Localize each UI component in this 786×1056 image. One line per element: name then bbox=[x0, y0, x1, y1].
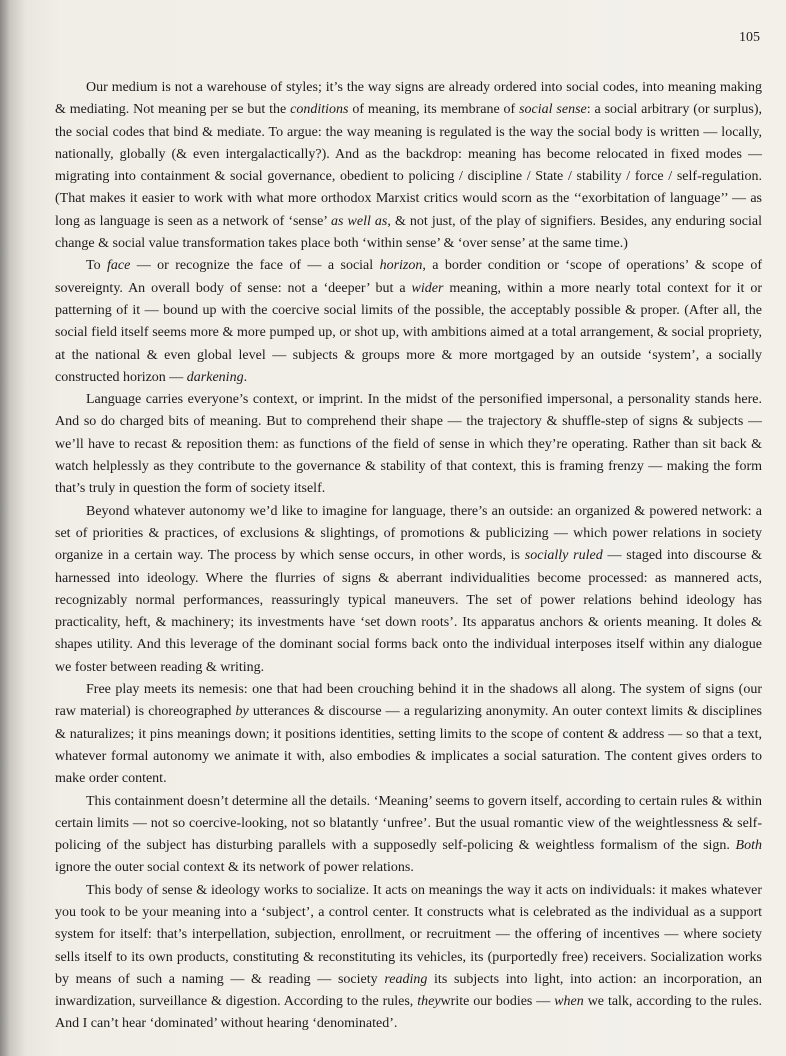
paragraph-7: This body of sense & ideology works to socialize. It acts on meanings the way it acts on individuals: it makes whatever you took to be your meaning into a ‘subject’, a control center. It constructs what is celebrated as the individual as a support system for itself: that’s interpellation, subjection, enrollment, or recruitment — the offering of incentives — where society sells itself to its own products, constituting & reconstituting its vehicles, its (purportedly free) receivers. Socialization works by means of such a naming — & reading — society reading its subjects into light, into action: an incorporation, an inwardization, surveillance & digestion. According to the rules, theywrite our bodies — when we talk, according to the rules. And I can’t hear ‘dominated’ without hearing ‘denominated’. bbox=[55, 882, 763, 1032]
paragraph-6: This containment doesn’t determine all the details. ‘Meaning’ seems to govern itself, according to certain rules & within certain limits — not so coercive-looking, not so blatantly ‘unfree’. But the usual romantic view of the weightlessness & self-policing of the subject has disturbing parallels with a supposedly self-policing & weightless formalism of the sign. Both ignore the outer social context & its network of power relations. bbox=[55, 793, 762, 876]
paragraph-4: Beyond whatever autonomy we’d like to imagine for language, there’s an outside: an organized & powered network: a set of priorities & practices, of exclusions & slightings, of promotions & publicizing — which power relations in society organize in a certain way. The process by which sense occurs, in other words, is socially ruled — staged into discourse & harnessed into ideology. Where the flurries of signs & aberrant individualities become processed: as mannered acts, recognizably normal performances, reassuringly typical maneuvers. The set of power relations behind ideology has practicality, heft, & machinery; its investments have ‘set down roots’. Its apparatus anchors & orients meaning. It doles & shapes utility. And this leverage of the dominant social forms back onto the individual interposes itself within any dialogue we foster between reading & writing. bbox=[55, 503, 762, 675]
body-text bbox=[55, 77, 762, 1036]
paragraph-3: Language carries everyone’s context, or imprint. In the midst of the personified impersonal, a personality stands here. And so do charged bits of meaning. But to comprehend their shape — the trajectory & shuffle-step of signs & subjects — we’ll have to recast & reposition them: as functions of the field of sense in which they’re operating. Rather than sit back & watch helplessly as they contribute to the governance & stability of that context, this is framing frenzy — making the form that’s truly in question the form of society itself. bbox=[55, 392, 762, 497]
page-number: 105 bbox=[739, 30, 760, 45]
paragraph-5: Free play meets its nemesis: one that had been crouching behind it in the shadows all along. The system of signs (our raw material) is choreographed by utterances & discourse — a regularizing anonymity. An outer context limits & disciplines & naturalizes; it pins meanings down; it positions identities, setting limits to the scope of content & address — so that a text, whatever formal autonomy we animate it with, also embodies & implicates a social saturation. The content gives orders to make order content. bbox=[55, 682, 762, 787]
paragraph-2: To face — or recognize the face of — a social horizon, a border condition or ‘scope of operations’ & scope of sovereignty. An overall body of sense: not a ‘deeper’ but a wider meaning, within a more nearly total context for it or patterning of it — bound up with the coercive social limits of the possible, the acceptably possible & proper. (After all, the social field itself seems more & more pumped up, or shot up, with ambitions aimed at a total arrangement, & social propriety, at the national & even global level — subjects & groups more & more mortgaged by an outside ‘system’, a socially constructed horizon — darkening. bbox=[55, 258, 762, 385]
paragraph-1: Our medium is not a warehouse of styles; it’s the way signs are already ordered into social codes, into meaning making & mediating. Not meaning per se but the conditions of meaning, its membrane of social sense: a social arbitrary (or surplus), the social codes that bind & mediate. To argue: the way meaning is regulated is the way the social body is written — locally, nationally, globally (& even intergalactically?). And as the backdrop: meaning has become relocated in fixed modes — migrating into containment & social governance, obedient to policing / discipline / State / stability / force / self-regulation. (That makes it easier to work with what more orthodox Marxist critics would scorn as the ‘‘exorbitation of language’’ — as long as language is seen as a network of ‘sense’ as well as, & not just, of the play of signifiers. Besides, any enduring social change & social value transformation takes place both ‘within sense’ & ‘over sense’ at the same time.) bbox=[55, 80, 763, 252]
